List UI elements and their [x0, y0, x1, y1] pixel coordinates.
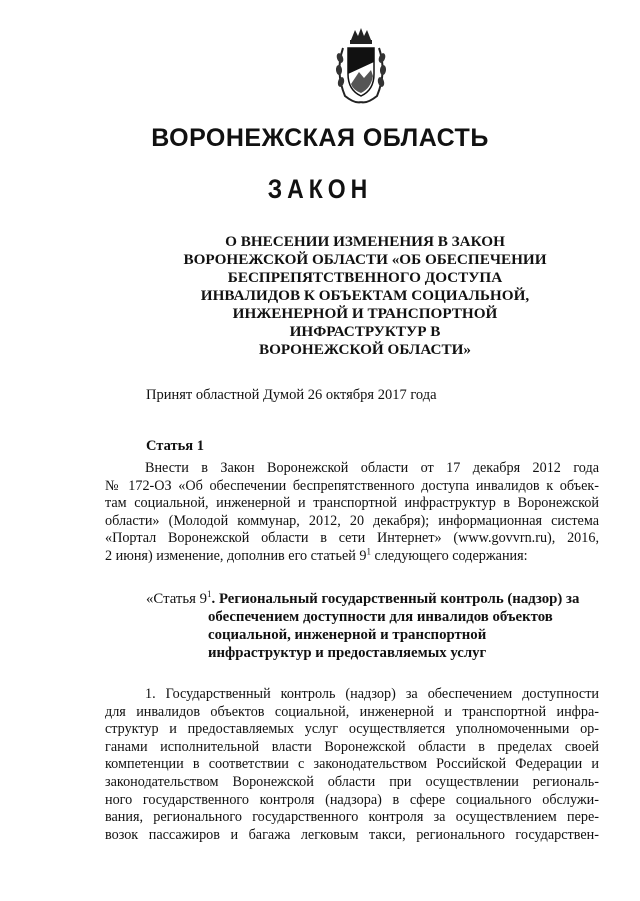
article-title-line: Региональный государственный контроль (надзор) за	[218, 591, 580, 607]
law-title-line: О ВНЕСЕНИИ ИЗМЕНЕНИЯ В ЗАКОН	[225, 233, 505, 250]
article-9-1-first-line	[146, 590, 606, 608]
article-1-text	[105, 460, 599, 566]
article-9-1-heading	[146, 590, 606, 662]
text-line: вания, регионального государственного контроля за осуществлением пере-	[105, 809, 599, 826]
text-line: для инвалидов объектов социальной, инженерной и транспортной инфра-	[105, 703, 599, 720]
superscript: 1	[366, 546, 371, 557]
article-dot: .	[211, 591, 216, 607]
text-line: законодательством Воронежской области при осуществлении региональ-	[105, 773, 599, 790]
article-title-line: обеспечением доступности для инвалидов объектов	[208, 609, 553, 625]
text-fragment: 2 июня) изменение, дополнив его статьей 9	[105, 547, 367, 564]
article-title-line: социальной, инженерной и транспортной	[208, 627, 487, 643]
text-line: ного государственного контроля (надзора) в сфере социального обслужи-	[105, 791, 599, 808]
text-line: 1. Государственный контроль (надзор) за обеспечением доступности	[145, 686, 599, 702]
text-line: компетенции в соответствии с законодательством Российской Федерации и	[105, 756, 599, 773]
text-line: ганами исполнительной власти Воронежской области в пределах своей	[105, 738, 599, 755]
text-line: области» (Молодой коммунар, 2012, 20 декабря); информационная система	[105, 512, 599, 529]
law-title-line: ВОРОНЕЖСКОЙ ОБЛАСТИ»	[258, 341, 472, 358]
law-title-line: ИНФРАСТРУКТУР В	[289, 323, 441, 340]
law-title-line: БЕСПРЕПЯТСТВЕННОГО ДОСТУПА	[227, 269, 503, 286]
law-title-line: ВОРОНЕЖСКОЙ ОБЛАСТИ «ОБ ОБЕСПЕЧЕНИИ	[183, 251, 547, 268]
article-1-heading: Статья 1	[146, 438, 204, 454]
text-line: «Портал Воронежской области в сети Интернет» (www.govvrn.ru), 2016,	[105, 530, 599, 547]
text-line: № 172-ОЗ «Об обеспечении беспрепятственного доступа инвалидов к объек-	[105, 477, 599, 494]
article-9-1-paragraph-1	[105, 686, 599, 844]
article-prefix: «Статья 9	[146, 591, 208, 607]
text-line: там социальной, инженерной и транспортной инфраструктур в Воронежской	[105, 495, 599, 512]
text-line	[105, 548, 599, 566]
text-fragment: следующего содержания:	[370, 547, 528, 564]
law-title	[130, 233, 600, 359]
coat-of-arms-icon	[331, 26, 391, 106]
text-line: Внести в Закон Воронежской области от 17 декабря 2012 года	[145, 460, 599, 476]
text-line: возок пассажиров и багажа легковым такси, регионального государствен-	[105, 826, 599, 843]
region-title: ВОРОНЕЖСКАЯ ОБЛАСТЬ	[151, 124, 489, 152]
text-line: структур и предоставляемых услуг осуществляется уполномоченными ор-	[105, 721, 599, 738]
law-title-line: ИНВАЛИДОВ К ОБЪЕКТАМ СОЦИАЛЬНОЙ,	[200, 287, 530, 304]
adoption-date: Принят областной Думой 26 октября 2017 года	[146, 387, 437, 403]
article-title-line: инфраструктур и предоставляемых услуг	[208, 645, 487, 661]
law-title-line: ИНЖЕНЕРНОЙ И ТРАНСПОРТНОЙ	[232, 305, 498, 322]
superscript: 1	[207, 589, 212, 600]
document-type: ЗАКОН	[267, 173, 373, 204]
